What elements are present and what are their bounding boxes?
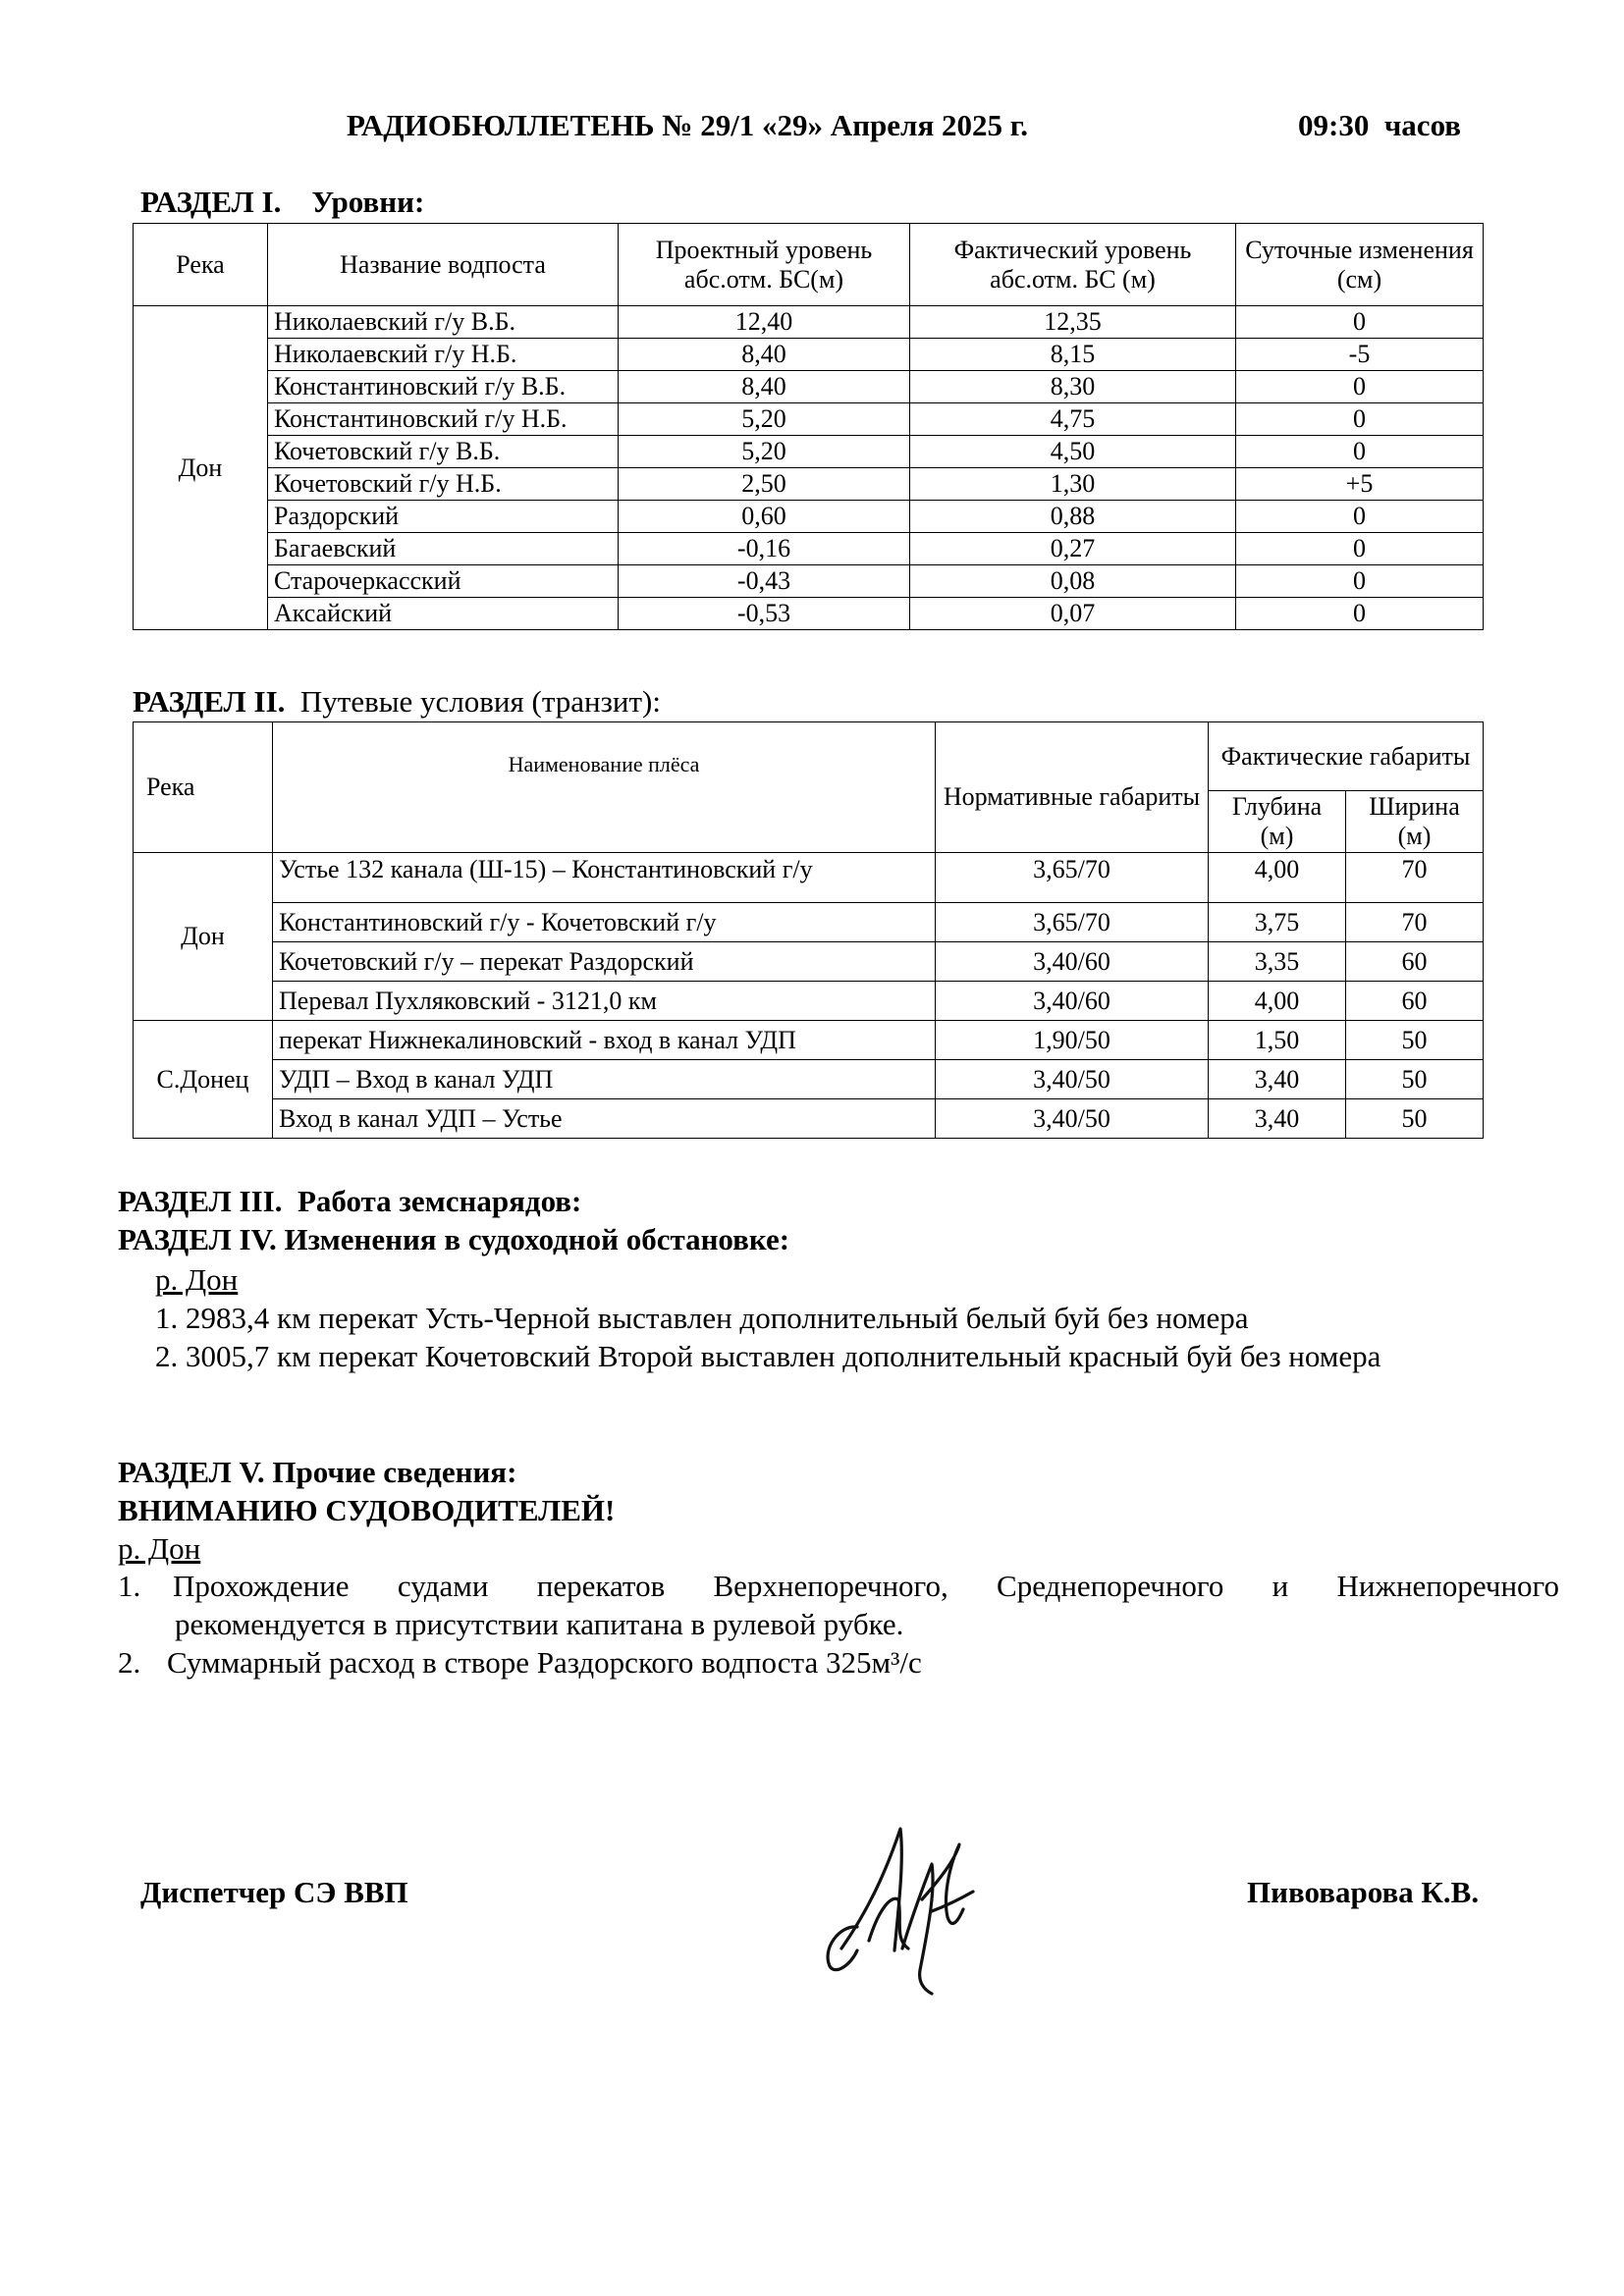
- normative-cell: 3,40/60: [936, 982, 1209, 1021]
- river-cell: Дон: [134, 853, 273, 1021]
- actual-level-cell: 4,75: [910, 403, 1236, 436]
- bulletin-title: РАДИОБЮЛЛЕТЕНЬ № 29/1 «29» Апреля 2025 г.: [346, 108, 1029, 142]
- section5-item-2: Суммарный расход в створе Раздорского водпоста 325м³/с: [167, 1645, 922, 1680]
- design-level-cell: 5,20: [619, 403, 910, 436]
- post-name-cell: Старочеркасский: [268, 565, 619, 598]
- section5-item-1-line-1: Прохождение судами перекатов Верхнепоречного, Среднепоречного и Нижнепоречного: [173, 1569, 1559, 1603]
- col-width: Ширина (м): [1346, 791, 1484, 853]
- section4-item-2: 2. 3005,7 км перекат Кочетовский Второй выставлен дополнительный красный буй без номера: [155, 1339, 1381, 1373]
- normative-cell: 1,90/50: [936, 1021, 1209, 1060]
- section1-heading: [140, 185, 424, 220]
- col-actual-level: Фактический уровень абс.отм. БС (м): [910, 224, 1236, 306]
- post-name-cell: Константиновский г/у В.Б.: [268, 371, 619, 403]
- stretch-cell: УДП – Вход в канал УДП: [273, 1060, 936, 1099]
- col-stretch: Наименование плёса: [273, 722, 936, 853]
- daily-change-cell: 0: [1236, 306, 1484, 339]
- stretch-cell: Константиновский г/у - Кочетовский г/у: [273, 903, 936, 942]
- levels-table-row: [134, 403, 1484, 436]
- levels-table-row: [134, 533, 1484, 565]
- section4-river: р. Дон: [155, 1262, 239, 1297]
- transit-table-row: [134, 903, 1484, 942]
- signature-image: [800, 1801, 997, 1998]
- width-cell: 60: [1346, 942, 1484, 982]
- transit-table-row: [134, 982, 1484, 1021]
- depth-cell: 4,00: [1209, 853, 1346, 903]
- col-daily-change: Суточные изменения (см): [1236, 224, 1484, 306]
- levels-header-row: [134, 224, 1484, 306]
- levels-table-row: [134, 371, 1484, 403]
- normative-cell: 3,65/70: [936, 853, 1209, 903]
- design-level-cell: -0,16: [619, 533, 910, 565]
- post-name-cell: Аксайский: [268, 598, 619, 630]
- dispatcher-position: Диспетчер СЭ ВВП: [140, 1875, 408, 1909]
- width-cell: 60: [1346, 982, 1484, 1021]
- daily-change-cell: 0: [1236, 501, 1484, 533]
- dispatcher-name: Пивоварова К.В.: [1247, 1875, 1480, 1909]
- daily-change-cell: 0: [1236, 598, 1484, 630]
- transit-table-row: [134, 1060, 1484, 1099]
- post-name-cell: Кочетовский г/у В.Б.: [268, 436, 619, 468]
- levels-table-row: [134, 306, 1484, 339]
- daily-change-cell: 0: [1236, 436, 1484, 468]
- width-cell: 70: [1346, 853, 1484, 903]
- section2-title: Путевые условия (транзит):: [299, 684, 661, 719]
- actual-level-cell: 12,35: [910, 306, 1236, 339]
- levels-table-row: [134, 565, 1484, 598]
- post-name-cell: Кочетовский г/у Н.Б.: [268, 468, 619, 501]
- river-cell: Дон: [134, 306, 268, 630]
- normative-cell: 3,40/60: [936, 942, 1209, 982]
- section5-item-2-number: 2.: [118, 1645, 141, 1680]
- transit-header-row-1: [134, 722, 1484, 791]
- col-design-level: Проектный уровень абс.отм. БС(м): [619, 224, 910, 306]
- design-level-cell: 8,40: [619, 339, 910, 371]
- section1-title: Уровни:: [311, 185, 425, 219]
- section4-heading: РАЗДЕЛ IV. Изменения в судоходной обстановке:: [118, 1222, 790, 1256]
- col-actual: Фактические габариты: [1209, 722, 1484, 791]
- section3-heading: РАЗДЕЛ III. Работа земснарядов:: [118, 1184, 582, 1218]
- design-level-cell: 2,50: [619, 468, 910, 501]
- daily-change-cell: 0: [1236, 565, 1484, 598]
- depth-cell: 3,40: [1209, 1060, 1346, 1099]
- section5-river: р. Дон: [118, 1531, 201, 1566]
- depth-cell: 3,75: [1209, 903, 1346, 942]
- daily-change-cell: +5: [1236, 468, 1484, 501]
- stretch-cell: перекат Нижнекалиновский - вход в канал УДП: [273, 1021, 936, 1060]
- levels-table-row: [134, 339, 1484, 371]
- transit-table: [133, 721, 1484, 1139]
- transit-table-row: [134, 942, 1484, 982]
- section2-heading: [133, 684, 661, 720]
- actual-level-cell: 0,88: [910, 501, 1236, 533]
- daily-change-cell: 0: [1236, 371, 1484, 403]
- section5-heading: РАЗДЕЛ V. Прочие сведения:: [118, 1455, 517, 1489]
- river-cell: С.Донец: [134, 1021, 273, 1139]
- design-level-cell: 0,60: [619, 501, 910, 533]
- post-name-cell: Николаевский г/у Н.Б.: [268, 339, 619, 371]
- post-name-cell: Раздорский: [268, 501, 619, 533]
- actual-level-cell: 0,07: [910, 598, 1236, 630]
- post-name-cell: Константиновский г/у Н.Б.: [268, 403, 619, 436]
- stretch-cell: Кочетовский г/у – перекат Раздорский: [273, 942, 936, 982]
- section5-item-1-number: 1.: [118, 1569, 141, 1603]
- attention-heading: ВНИМАНИЮ СУДОВОДИТЕЛЕЙ!: [118, 1493, 616, 1527]
- section4-item-1: 1. 2983,4 км перекат Усть-Черной выставлен дополнительный белый буй без номера: [155, 1301, 1249, 1335]
- design-level-cell: 5,20: [619, 436, 910, 468]
- levels-table-row: [134, 501, 1484, 533]
- levels-table: [133, 223, 1484, 630]
- col-post-name: Название водпоста: [268, 224, 619, 306]
- section5-item-1-line-2: рекомендуется в присутствии капитана в рулевой рубке.: [175, 1607, 904, 1641]
- depth-cell: 3,40: [1209, 1099, 1346, 1139]
- transit-table-row: [134, 1021, 1484, 1060]
- stretch-cell: Перевал Пухляковский - 3121,0 км: [273, 982, 936, 1021]
- levels-table-row: [134, 598, 1484, 630]
- levels-table-row: [134, 436, 1484, 468]
- depth-cell: 3,35: [1209, 942, 1346, 982]
- width-cell: 50: [1346, 1060, 1484, 1099]
- width-cell: 50: [1346, 1021, 1484, 1060]
- post-name-cell: Багаевский: [268, 533, 619, 565]
- normative-cell: 3,40/50: [936, 1099, 1209, 1139]
- col-river: Река: [134, 224, 268, 306]
- transit-table-row: [134, 1099, 1484, 1139]
- section1-label: РАЗДЕЛ I.: [140, 185, 282, 219]
- stretch-cell: Устье 132 канала (Ш-15) – Константиновский г/у: [273, 853, 936, 903]
- width-cell: 50: [1346, 1099, 1484, 1139]
- design-level-cell: -0,43: [619, 565, 910, 598]
- levels-table-row: [134, 468, 1484, 501]
- actual-level-cell: 0,08: [910, 565, 1236, 598]
- stretch-cell: Вход в канал УДП – Устье: [273, 1099, 936, 1139]
- post-name-cell: Николаевский г/у В.Б.: [268, 306, 619, 339]
- depth-cell: 4,00: [1209, 982, 1346, 1021]
- width-cell: 70: [1346, 903, 1484, 942]
- bulletin-time: 09:30 часов: [1298, 108, 1462, 142]
- normative-cell: 3,65/70: [936, 903, 1209, 942]
- depth-cell: 1,50: [1209, 1021, 1346, 1060]
- daily-change-cell: 0: [1236, 403, 1484, 436]
- design-level-cell: 8,40: [619, 371, 910, 403]
- actual-level-cell: 1,30: [910, 468, 1236, 501]
- design-level-cell: 12,40: [619, 306, 910, 339]
- design-level-cell: -0,53: [619, 598, 910, 630]
- daily-change-cell: 0: [1236, 533, 1484, 565]
- section2-label: РАЗДЕЛ II.: [133, 684, 286, 719]
- transit-table-row: [134, 853, 1484, 903]
- col-depth: Глубина (м): [1209, 791, 1346, 853]
- col-river: Река: [134, 722, 273, 853]
- col-normative: Нормативные габариты: [936, 722, 1209, 853]
- daily-change-cell: -5: [1236, 339, 1484, 371]
- actual-level-cell: 8,15: [910, 339, 1236, 371]
- actual-level-cell: 4,50: [910, 436, 1236, 468]
- actual-level-cell: 0,27: [910, 533, 1236, 565]
- normative-cell: 3,40/50: [936, 1060, 1209, 1099]
- actual-level-cell: 8,30: [910, 371, 1236, 403]
